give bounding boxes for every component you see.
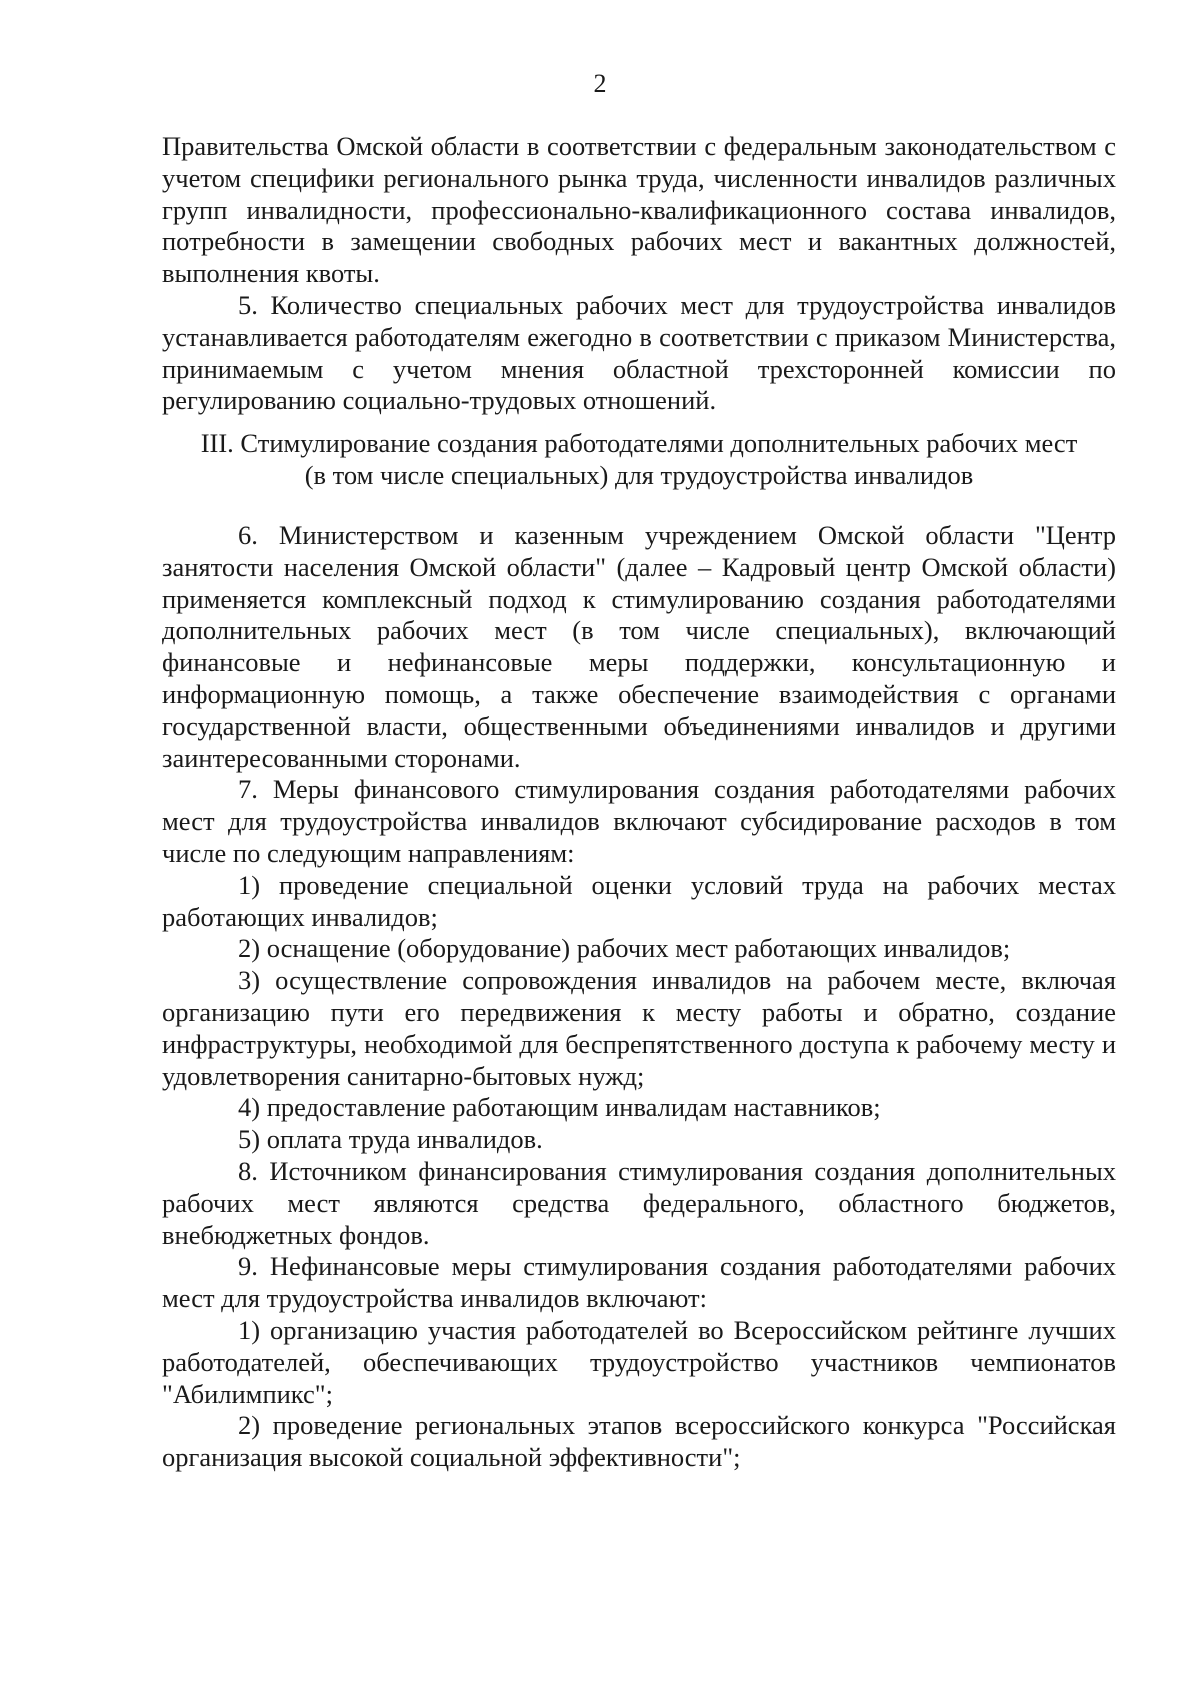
list-item-7-3: 3) осуществление сопровождения инвалидов на рабочем месте, включая организацию пути его передвижения к месту работы и обратно, создание инфраструктуры, необходимой для беспрепятственного доступа к рабочему месту и удовлетворения санитарно-бытовых нужд; — [162, 965, 1116, 1091]
section-heading-line-2: (в том числе специальных) для трудоустройства инвалидов — [304, 459, 974, 490]
text-block-intro — [162, 131, 1116, 417]
list-item-9-1: 1) организацию участия работодателей во Всероссийском рейтинге лучших работодателей, обеспечивающих трудоустройство участников чемпионатов "Абилимпикс"; — [162, 1314, 1116, 1409]
section-heading-line-1: III. Стимулирование создания работодателями дополнительных рабочих мест — [200, 428, 1078, 458]
list-item-7-4: 4) предоставление работающим инвалидам наставников; — [238, 1092, 881, 1123]
list-item-7-2: 2) оснащение (оборудование) рабочих мест работающих инвалидов; — [238, 933, 1011, 964]
page-number: 2 — [593, 69, 607, 98]
paragraph-8: 8. Источником финансирования стимулирования создания дополнительных рабочих мест являются средства федерального, областного бюджетов, внебюджетных фондов. — [162, 1155, 1116, 1250]
paragraph-5: 5. Количество специальных рабочих мест для трудоустройства инвалидов устанавливается работодателям ежегодно в соответствии с приказом Министерства, принимаемым с учетом мнения областной трехсторонней комиссии по регулированию социально-трудовых отношений. — [162, 289, 1116, 416]
paragraph-9: 9. Нефинансовые меры стимулирования создания работодателями рабочих мест для трудоустройства инвалидов включают: — [162, 1251, 1116, 1314]
text-block-section-3 — [162, 520, 1116, 1474]
section-heading — [162, 428, 1116, 492]
paragraph-continuation: Правительства Омской области в соответствии с федеральным законодательством с учетом специфики регионального рынка труда, численности инвалидов различных групп инвалидности, профессионально-квалификационного состава инвалидов, потребности в замещении свободных рабочих мест и вакантных должностей, выполнения квоты. — [162, 131, 1116, 289]
paragraph-6: 6. Министерством и казенным учреждением Омской области "Центр занятости населения Омской области" (далее – Кадровый центр Омской области) применяется комплексный подход к стимулированию создания работодателями дополнительных рабочих мест (в том числе специальных), включающий финансовые и нефинансовые меры поддержки, консультационную и информационную помощь, а также обеспечение взаимодействия с органами государственной власти, общественными объединениями инвалидов и другими заинтересованными сторонами. — [162, 520, 1116, 773]
paragraph-7: 7. Меры финансового стимулирования создания работодателями рабочих мест для трудоустройства инвалидов включают субсидирование расходов в том числе по следующим направлениям: — [162, 774, 1116, 868]
list-item-9-2: 2) проведение региональных этапов всероссийского конкурса "Российская организация высокой социальной эффективности"; — [162, 1410, 1116, 1473]
list-item-7-1: 1) проведение специальной оценки условий труда на рабочих местах работающих инвалидов; — [162, 869, 1116, 932]
list-item-7-5: 5) оплата труда инвалидов. — [238, 1124, 543, 1155]
